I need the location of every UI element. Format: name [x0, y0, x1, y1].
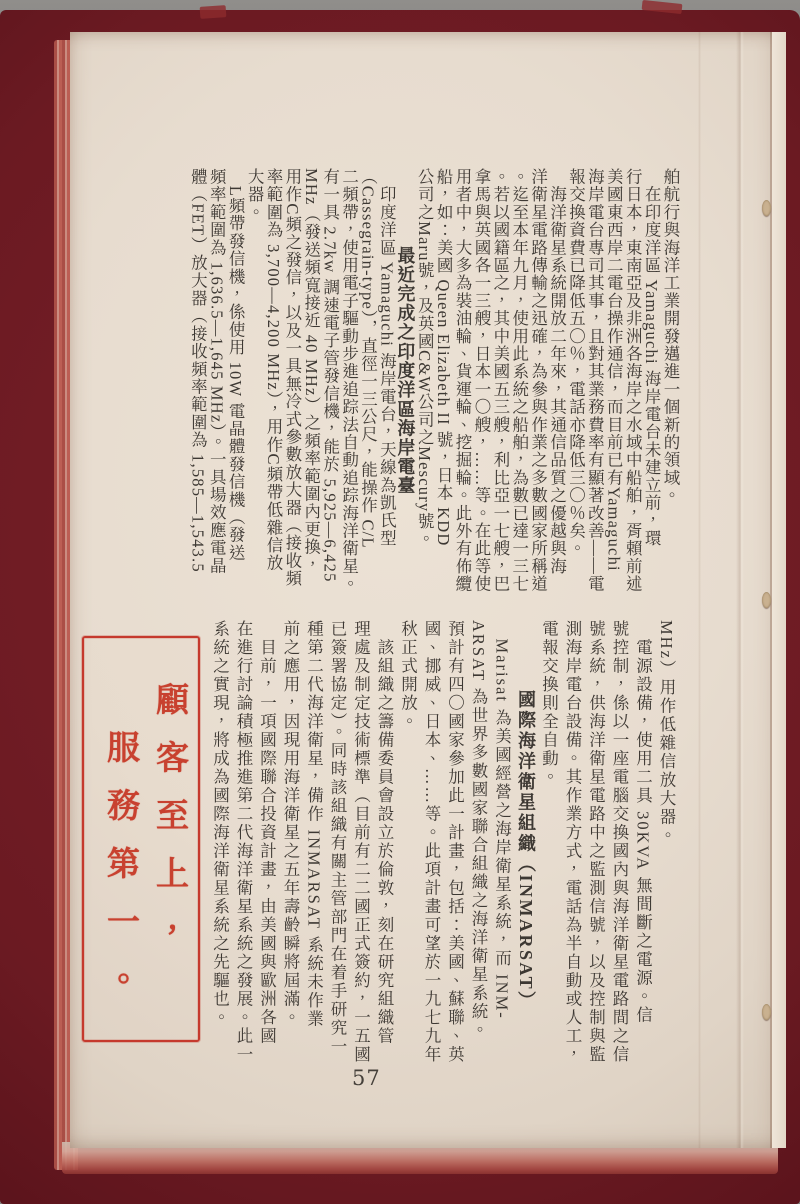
text-column: 秋正式開放。	[398, 620, 418, 731]
text-column: L頻帶發信機，係使用 10W 電晶體發信機（發送	[226, 168, 246, 562]
text-column: 公司之Maru號，及英國C&W公司之Mescury號。	[415, 168, 435, 548]
text-band-lower	[208, 620, 678, 1072]
text-column: 。若以國籍區之，其中美國五三艘，利比亞一七艘，巴	[490, 168, 510, 593]
text-column: 率範圍為 3,700—4,200 MHz），用作C頻帶低雜信放	[263, 168, 283, 572]
section-heading: 國際海洋衛星組織（INMARSAT）	[516, 690, 536, 1012]
text-column: 號控制，係以一座電腦交換國內與海洋衛星電路間之信	[610, 620, 629, 1064]
text-column: 號系統，供海洋衛星電路中之監測信號，以及控制與監	[586, 620, 606, 1064]
slogan-column: 顧客至上，	[151, 682, 187, 972]
text-column: 頻率範圍為 1,636.5—1,645 MHz）。一具場效應電晶	[207, 168, 227, 575]
text-column: 國、挪威、日本、……等。此項計畫可望於一九七九年	[422, 620, 441, 1064]
text-column: 印度洋區 Yamaguchi 海岸電台，天線為凱氏型	[377, 168, 397, 548]
book-page	[70, 32, 786, 1148]
text-band-upper	[187, 168, 679, 604]
text-column: 拿馬與英國各一三艘，日本一〇艘，……等。在此等使	[471, 168, 491, 593]
text-column: 已簽署協定）。同時該組織有關主管部門在着手研究一	[328, 620, 347, 1056]
text-column: 體（FET）放大器（接收頻率範圍為 1,585—1,543.5	[188, 168, 208, 573]
text-column: 在進行討論積極推進第二代海洋衛星系統之發展。此一	[234, 620, 253, 1064]
text-column: 電報交換則全自動。	[539, 620, 559, 787]
text-column: 海岸電台專司其事，且對其業務費率有顯著改善——電	[585, 168, 605, 593]
text-column: 用作C頻之發信，以及一具無冷式參數放大器（接收頻	[282, 168, 302, 588]
text-column: 行日本，東南亞及非洲各海岸之水域中船舶，胥賴前述	[623, 168, 643, 593]
text-column: 二頻帶，使用電子驅動步進追踪法自動追踪海洋衛星。	[339, 168, 359, 593]
text-column: 目前，一項國際聯合投資計畫，由美國與歐洲各國	[257, 620, 277, 1046]
page-crease	[698, 32, 701, 1148]
text-column: ARSAT 為世界多數國家聯合組織之海洋衛星系統。	[469, 620, 488, 1040]
section-heading: 最近完成之印度洋區海岸電臺	[395, 246, 416, 496]
service-slogan-box	[82, 636, 200, 1042]
text-column: 洋衛星電路傳輸之迅確，為參與作業之多數國家所稱道	[528, 168, 548, 593]
cover-mark	[200, 5, 227, 19]
text-column: 大器。	[245, 168, 265, 222]
page-crease	[736, 32, 744, 1148]
text-column: MHz）用作低雜信放大器。	[657, 620, 676, 845]
text-column: MHz（發送頻寬接近 40 MHz）之頻率範圍內更換，	[301, 168, 321, 574]
text-column: 海洋衛星系統開放二年來，其通信品質之優越與海	[547, 168, 567, 576]
text-column: （Cassegrain-type），直徑一三公尺，能操作 C/L	[358, 168, 378, 549]
text-column: 該組織之籌備委員會設立於倫敦，刻在研究組織管	[375, 620, 394, 1046]
slogan-column: 服務第一。	[102, 730, 138, 1020]
binding-thread-knot	[762, 200, 771, 216]
binding-thread-knot	[762, 592, 771, 608]
binding-thread-knot	[762, 1004, 771, 1020]
text-column: Marisat 為美國經營之海岸衛星系統，而 INM-	[492, 620, 512, 1020]
text-column: 。迄至本年九月，使用此系統之船舶，為數已達一三七	[509, 168, 529, 593]
text-column: 理處及制定技術標準（目前有二二國正式簽約，一五國	[351, 620, 371, 1064]
text-column: 測海岸電台設備。其作業方式，電話為半自動或人工，	[563, 620, 582, 1064]
text-column: 美國東西岸二電台操作通信，而目前已有Yamaguchi	[604, 168, 624, 572]
text-column: 系統之實現，將成為國際海洋衛星系統之先驅也。	[210, 620, 230, 1027]
text-column: 在印度洋區 Yamaguchi 海岸電台未建立前，環	[642, 168, 662, 548]
page-number: 57	[352, 1066, 381, 1090]
text-column: 種第二代海洋衛星，備作 INMARSAT 系統未作業	[304, 620, 324, 1029]
text-column: 預計有四〇國家參加此一計畫，包括：美國、蘇聯、英	[445, 620, 465, 1064]
facing-page-edge	[772, 32, 786, 1148]
text-column: 舶航行與海洋工業開發邁進一個新的領域。	[661, 168, 680, 505]
text-column: 用者中，大多為裝油輪、貨運輪、挖掘輪。此外有佈纜	[453, 168, 473, 593]
text-column: 電源設備，使用二具 30KVA 無間斷之電源。信	[633, 620, 653, 1025]
text-column: 船，如：美國 Queen Elizabeth II 號，日本 KDD	[434, 168, 454, 547]
text-column: 有一具 2.7kw 調速電子管發信機，能於 5,925—6,425	[320, 168, 340, 583]
text-column: 前之應用，因現用海洋衛星之五年壽齡瞬將屆滿。	[281, 620, 300, 1027]
text-column: 報交換資費已降低五〇％，電話亦降低三〇％矣。	[566, 168, 586, 558]
